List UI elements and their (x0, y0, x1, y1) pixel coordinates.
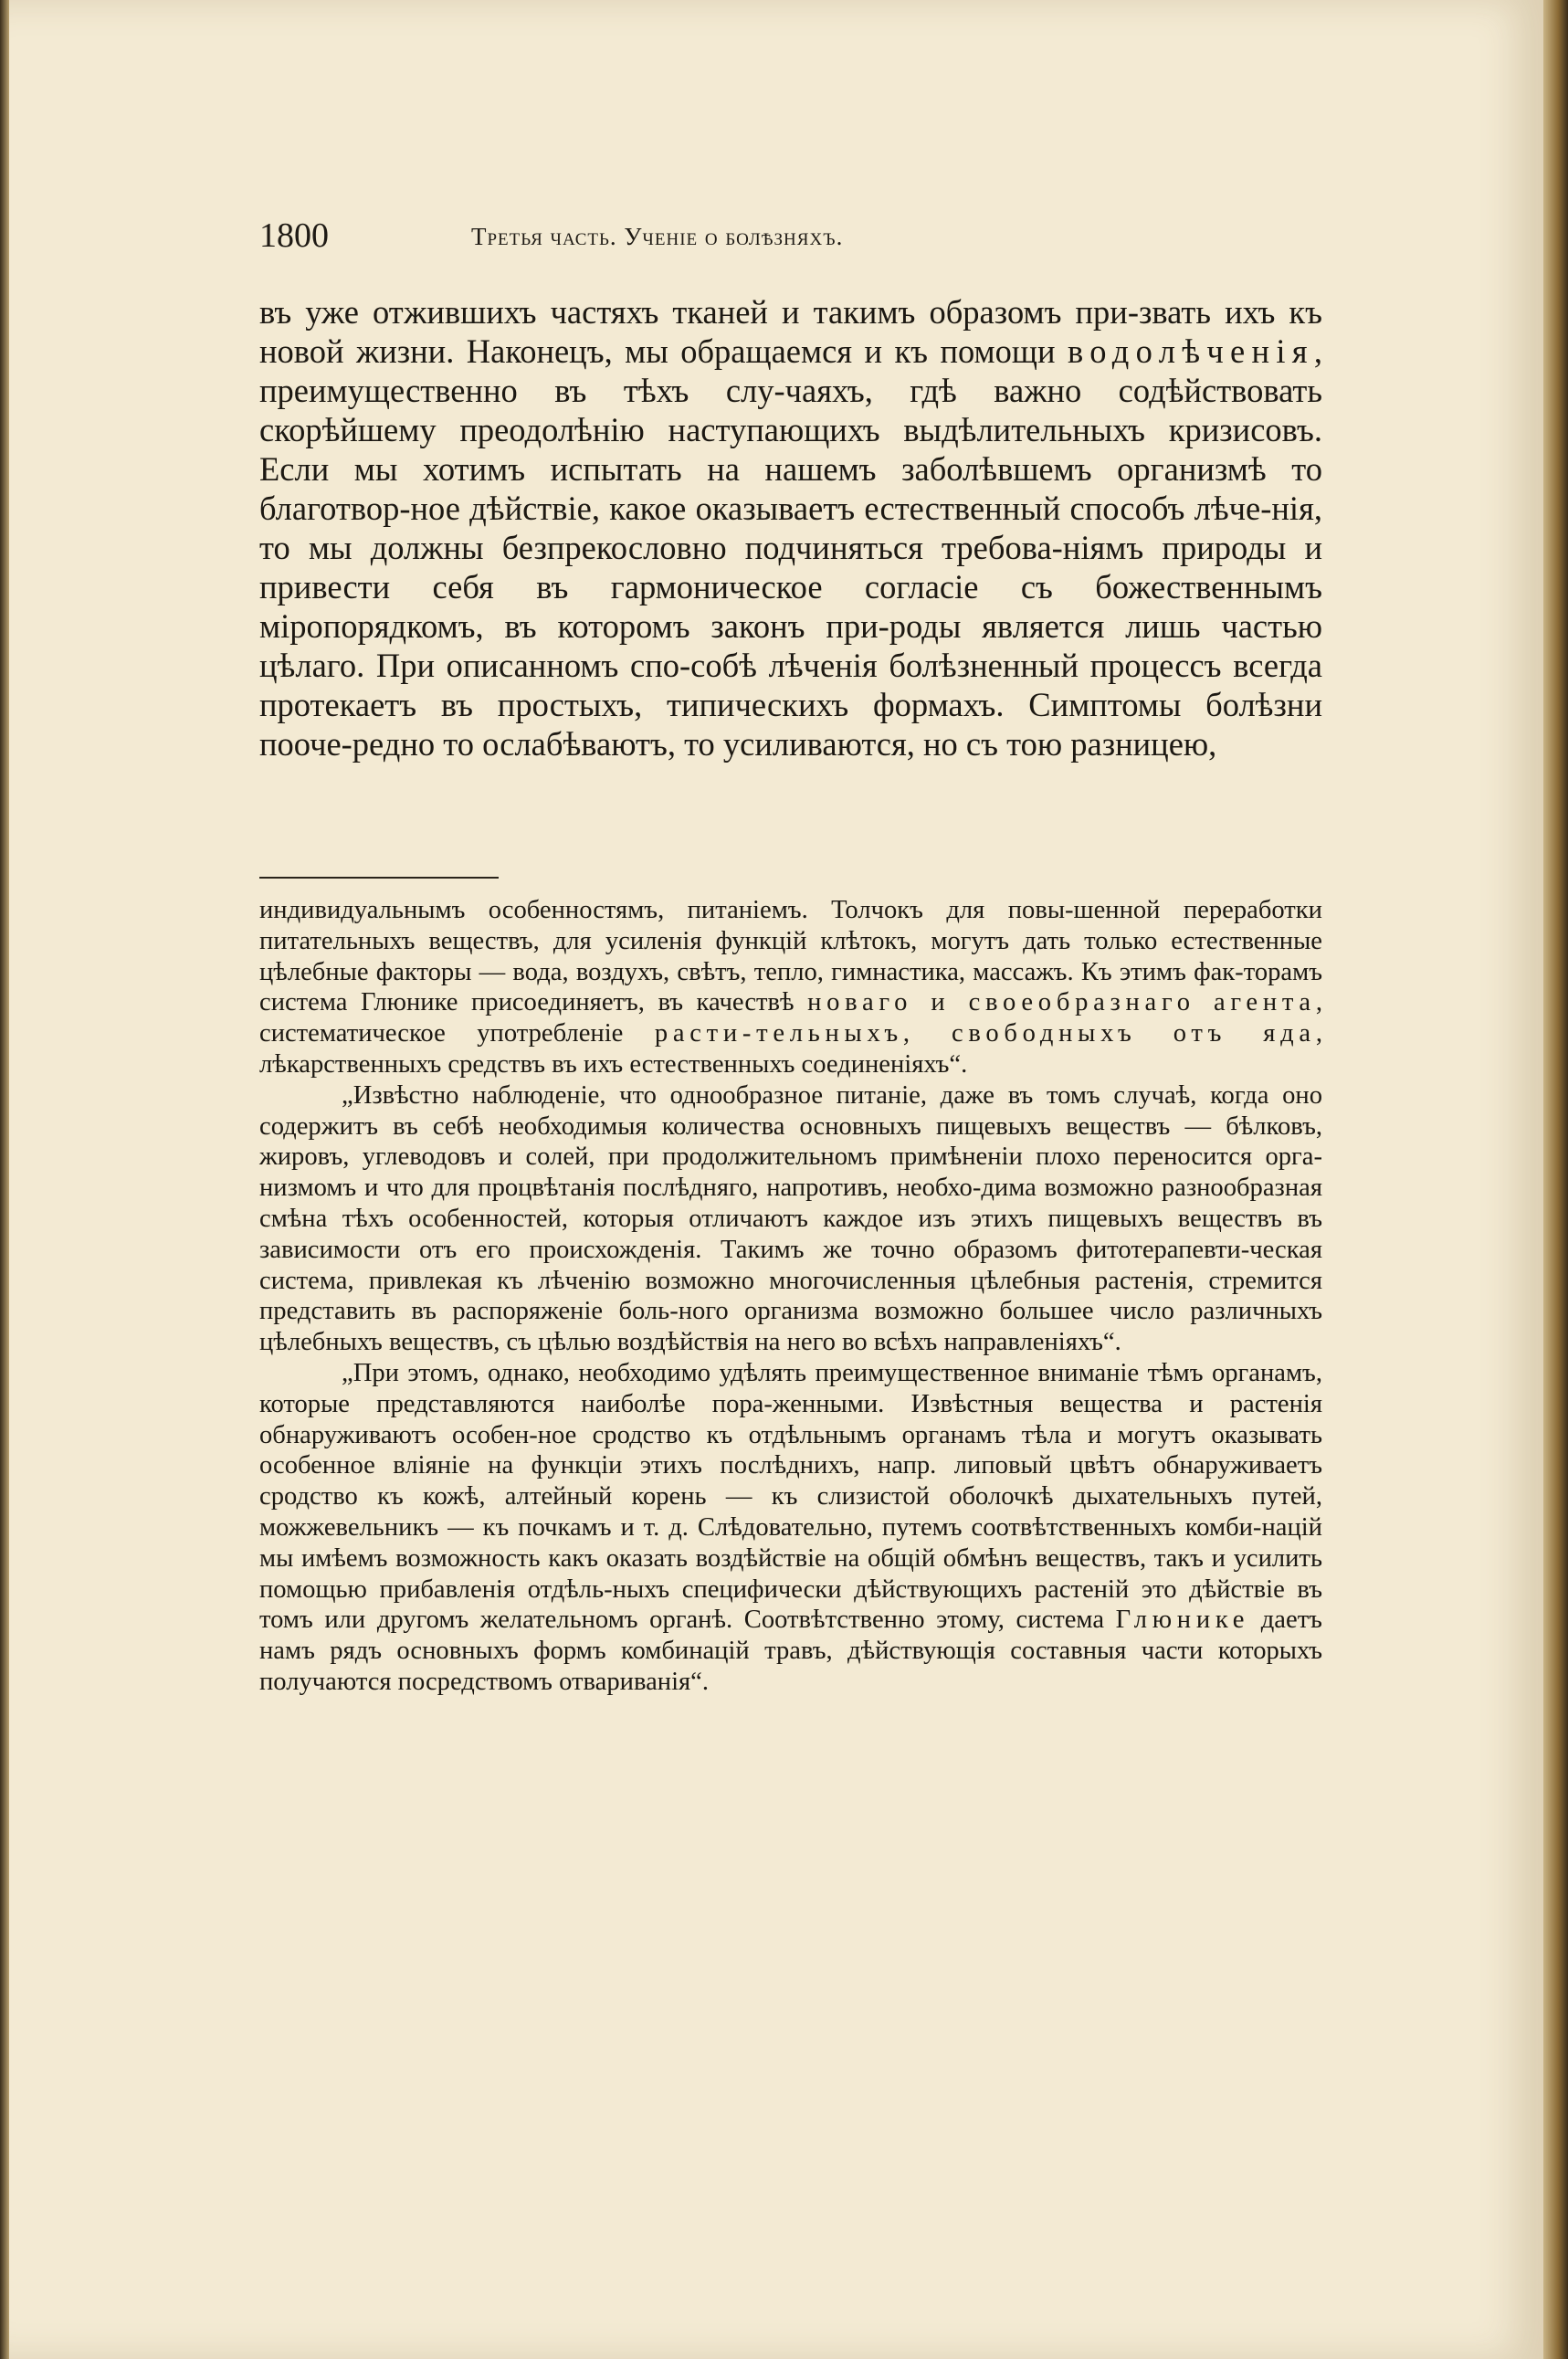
main-text-part-2: , преимущественно въ тѣхъ слу-чаяхъ, гдѣ важно содѣйствовать скорѣйшему преодолѣнію наступающихъ выдѣлительныхъ кризисовъ. Если мы хотимъ испытать на нашемъ заболѣвшемъ организмѣ то благотвор-ное дѣйствіе, какое оказываетъ естественный способъ лѣче-нія, то мы должны безпрекословно подчиняться требова-ніямъ природы и привести себя въ гармоническое согласіе съ божественнымъ міропорядкомъ, въ которомъ законъ при-роды является лишь частью цѣлаго. При описанномъ спо-собѣ лѣченія болѣзненный процессъ всегда протекаетъ въ простыхъ, типическихъ формахъ. Симптомы болѣзни пооче-редно то ослабѣваютъ, то усиливаются, но съ тою разницею, (259, 332, 1322, 763)
footnote-1-part-b: , систематическое употребленіе (259, 988, 1322, 1048)
footnote-3-part-a: „При этомъ, однако, необходимо удѣлять преимущественное вниманіе тѣмъ органамъ, которые представляются наиболѣе пора-женными. Извѣстныя вещества и растенія обнаруживаютъ особен-ное сродство къ отдѣльнымъ органамъ тѣла и могутъ оказывать особенное вліяніе на функціи этихъ послѣднихъ, напр. липовый цвѣтъ обнаруживаетъ сродство къ кожѣ, алтейный корень — къ слизистой оболочкѣ дыхательныхъ путей, можжевельникъ — къ почкамъ и т. д. Слѣдовательно, путемъ соотвѣтственныхъ комби-націй мы имѣемъ возможность какъ оказать воздѣйствіе на общій обмѣнъ веществъ, такъ и усилить помощью прибавленія отдѣль-ныхъ специфически дѣйствующихъ растеній это дѣйствіе въ томъ или другомъ желательномъ органѣ. Соотвѣтственно этому, система (259, 1358, 1322, 1635)
footnotes (259, 895, 1322, 1698)
footnote-1-emphasis-2: расти-тельныхъ, свободныхъ отъ яда (654, 1019, 1316, 1048)
footnote-1-part-c: , лѣкарственныхъ средствъ въ ихъ естественныхъ соединеніяхъ“. (259, 1019, 1322, 1079)
footnote-3-emphasis: Глюнике (1115, 1606, 1250, 1635)
running-head: Третья часть. Ученіе о болѣзняхъ. (471, 223, 844, 250)
footnote-separator (259, 877, 499, 879)
page-fore-edge (1543, 0, 1568, 2359)
footnote-paragraph-2: „Извѣстно наблюденіе, что однообразное питаніе, даже въ томъ случаѣ, когда оно содержитъ въ себѣ необходимыя количества основныхъ пищевыхъ веществъ — бѣлковъ, жировъ, углеводовъ и солей, при продолжительномъ примѣненіи плохо переносится орга-низмомъ и что для процвѣтанія послѣдняго, напротивъ, необхо-дима возможно разнообразная смѣна тѣхъ особенностей, которыя отличаютъ каждое изъ этихъ пищевыхъ веществъ въ зависимости отъ его происхожденія. Такимъ же точно образомъ фитотерапевти-ческая система, привлекая къ лѣченію возможно многочисленныя цѣлебныя растенія, стремится представить въ распоряженіе боль-ного организма возможно большее число различныхъ цѣлебныхъ веществъ, съ цѣлью воздѣйствія на него во всѣхъ направленіяхъ“. (259, 1080, 1322, 1357)
footnote-paragraph-1 (259, 895, 1322, 1080)
footnote-1-emphasis-1: новаго и своеобразнаго агента (807, 988, 1316, 1017)
footnote-paragraph-3 (259, 1358, 1322, 1698)
footnote-1-part-a: индивидуальнымъ особенностямъ, питаніемъ. Толчокъ для повы-шенной переработки питательныхъ веществъ, для усиленія функцій клѣтокъ, могутъ дать только естественные цѣлебные факторы — вода, воздухъ, свѣтъ, тепло, гимнастика, массажъ. Къ этимъ фак-торамъ система Глюнике присоединяетъ, въ качествѣ (259, 896, 1322, 1017)
footnote-3-part-b: даетъ намъ рядъ основныхъ формъ комбинацій травъ, дѣйствующія составныя части которыхъ получаются посредствомъ отвариванія“. (259, 1606, 1322, 1696)
main-text-part-1: въ уже отжившихъ частяхъ тканей и такимъ образомъ при-звать ихъ къ новой жизни. Наконецъ, мы обращаемся и къ помощи (259, 293, 1322, 370)
page-number: 1800 (259, 216, 329, 255)
main-text-emphasis: водолѣченія (1067, 332, 1314, 370)
page-binding-edge (0, 0, 9, 2359)
main-paragraph (259, 292, 1322, 764)
